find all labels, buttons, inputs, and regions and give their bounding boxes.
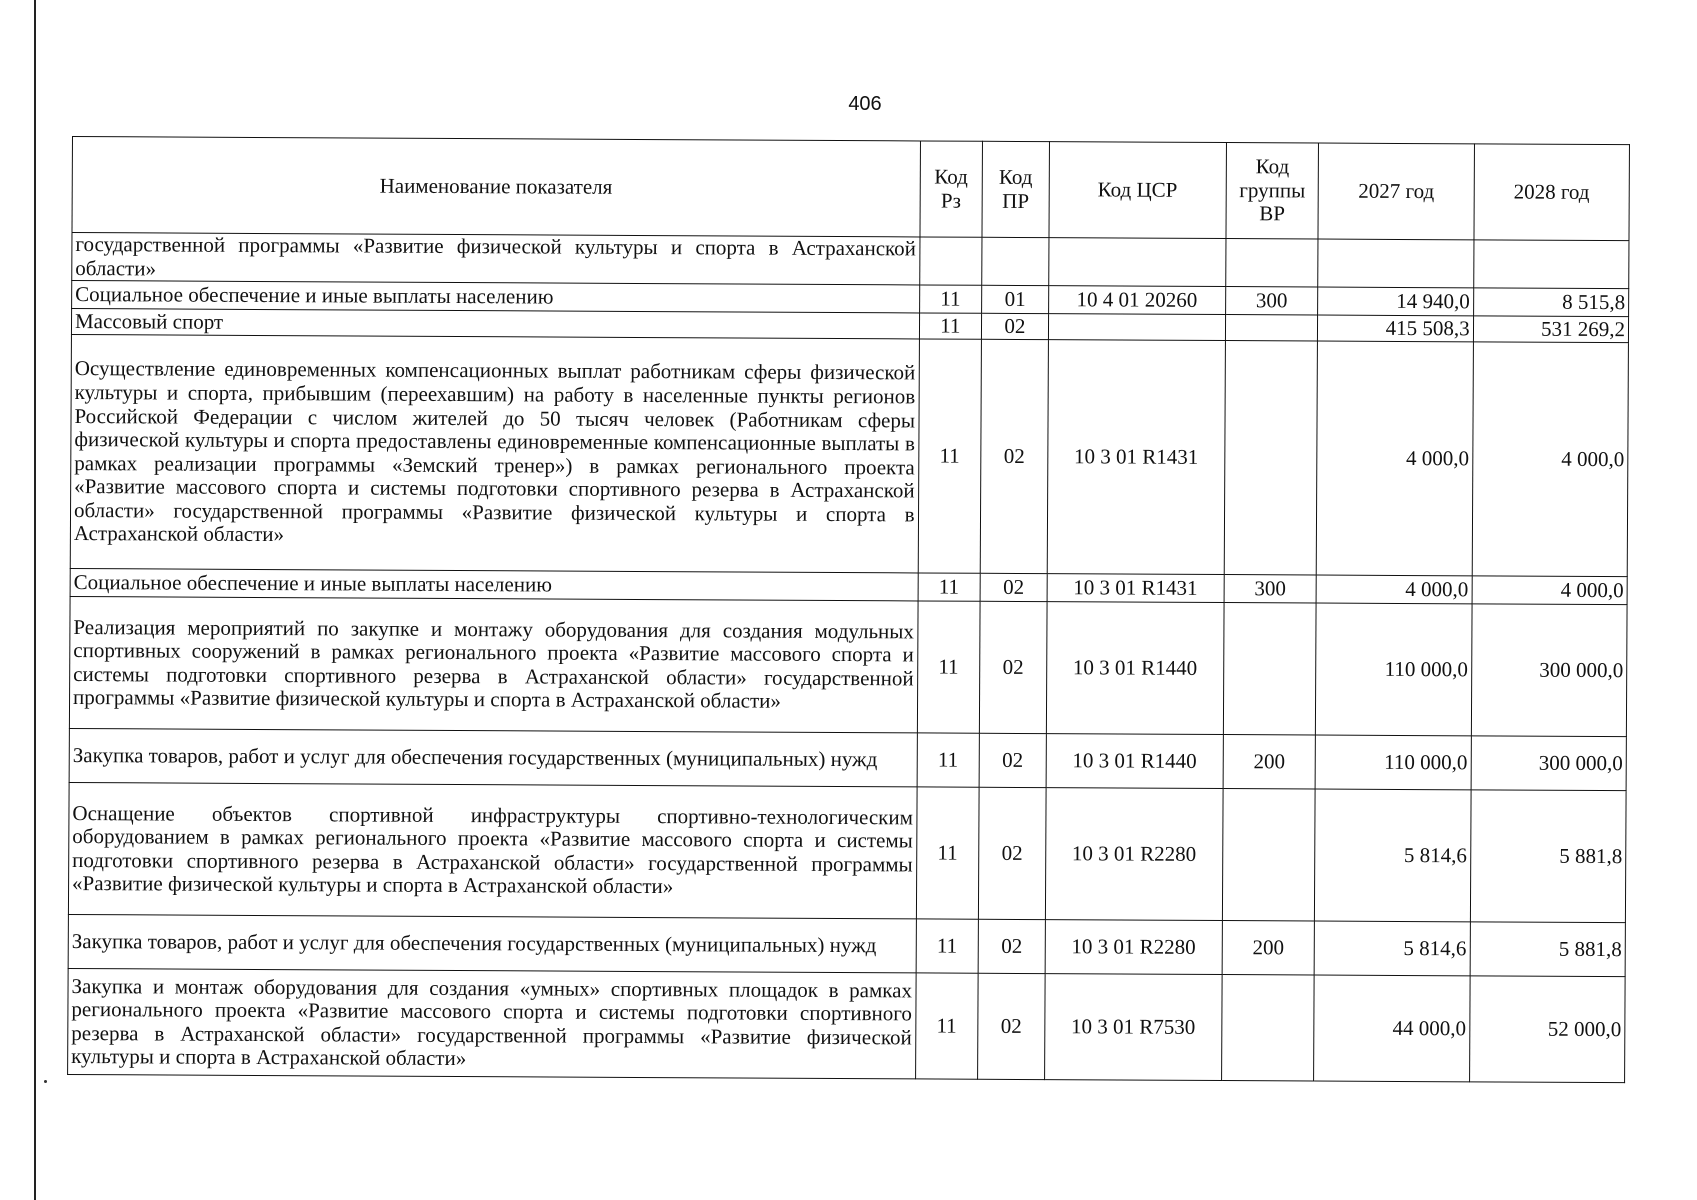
row-2028: 52 000,0	[1469, 976, 1625, 1083]
row-csr	[1048, 314, 1225, 341]
row-2027: 4 000,0	[1316, 575, 1471, 604]
table-row	[69, 597, 1627, 737]
table-row	[72, 233, 1629, 289]
row-name: Реализация мероприятий по закупке и монтажу оборудования для создания модульных спортивных сооружений в рамках регионального проекта «Развитие массового спорта и системы подготовки спортивного резерва в Астраханской области» государственной программы «Развитие физической культуры и спорта в Астраханской области»	[69, 597, 917, 733]
row-2027	[1318, 239, 1474, 288]
row-2028	[1473, 240, 1629, 289]
row-rz: 11	[915, 973, 978, 1079]
row-rz: 11	[919, 285, 982, 313]
row-2027: 5 814,6	[1315, 789, 1471, 922]
row-2027: 14 940,0	[1318, 287, 1473, 316]
row-pr: 02	[981, 313, 1048, 339]
row-vr	[1223, 603, 1316, 735]
row-2028: 5 881,8	[1470, 790, 1626, 923]
row-pr: 01	[982, 285, 1049, 313]
table-row	[68, 969, 1626, 1083]
row-pr: 02	[979, 733, 1046, 787]
budget-table	[67, 136, 1630, 1083]
row-csr: 10 3 01 R2280	[1045, 788, 1223, 921]
row-csr: 10 3 01 R2280	[1045, 920, 1222, 975]
row-csr: 10 3 01 R1440	[1046, 602, 1224, 735]
row-2027: 110 000,0	[1316, 603, 1472, 736]
row-2028: 8 515,8	[1473, 288, 1628, 317]
row-vr	[1224, 341, 1318, 575]
row-2028: 300 000,0	[1471, 604, 1627, 737]
row-rz: 11	[916, 919, 979, 973]
row-rz: 11	[917, 601, 980, 733]
row-name: Оснащение объектов спортивной инфраструктуры спортивно-технологическим оборудованием в рамках регионального проекта «Развитие массового спорта и системы подготовки спортивного резерва в Астраханской области» государственной программы «Развитие физической культуры и спорта в Астраханской области»	[68, 783, 916, 919]
row-2028: 531 269,2	[1473, 316, 1628, 343]
row-vr	[1225, 239, 1318, 288]
row-pr: 02	[980, 339, 1048, 573]
row-csr: 10 3 01 R1431	[1047, 574, 1224, 603]
row-csr: 10 3 01 R1431	[1047, 340, 1225, 575]
row-pr: 02	[979, 601, 1047, 733]
header-csr: Код ЦСР	[1049, 142, 1226, 239]
table-header-row	[72, 137, 1629, 241]
row-2027: 110 000,0	[1316, 735, 1472, 790]
row-vr: 200	[1223, 735, 1316, 789]
row-rz: 11	[918, 573, 981, 601]
row-vr	[1222, 789, 1315, 921]
row-csr	[1049, 238, 1226, 287]
header-name: Наименование показателя	[72, 137, 920, 237]
row-2028: 5 881,8	[1470, 922, 1626, 977]
row-vr	[1225, 315, 1318, 341]
row-name: государственной программы «Развитие физической культуры и спорта в Астраханской области»	[72, 233, 920, 285]
table-row	[68, 783, 1626, 923]
row-name: Социальное обеспечение и иные выплаты населению	[70, 569, 918, 601]
row-rz: 11	[917, 733, 980, 787]
row-vr: 200	[1222, 921, 1315, 975]
row-pr: 02	[978, 787, 1046, 919]
row-pr	[982, 237, 1049, 285]
row-csr: 10 3 01 R1440	[1046, 734, 1223, 789]
row-2028: 4 000,0	[1472, 576, 1627, 605]
row-rz	[919, 237, 982, 285]
row-rz: 11	[918, 339, 982, 573]
row-csr: 10 3 01 R7530	[1044, 974, 1221, 1081]
scan-speck	[44, 1080, 47, 1083]
row-name: Закупка товаров, работ и услуг для обеспечения государственных (муниципальных) нужд	[68, 915, 916, 973]
table-row	[69, 729, 1626, 791]
row-name: Закупка товаров, работ и услуг для обеспечения государственных (муниципальных) нужд	[69, 729, 917, 787]
row-name: Закупка и монтаж оборудования для создания «умных» спортивных площадок в рамках регионального проекта «Развитие массового спорта и системы подготовки спортивного резерва в Астраханской области» государственной программы «Развитие физической культуры и спорта в Астраханской области»	[68, 969, 916, 1079]
row-pr: 02	[978, 973, 1045, 1079]
scan-edge-line	[34, 0, 36, 1200]
row-csr: 10 4 01 20260	[1048, 286, 1225, 315]
header-2027: 2027 год	[1318, 143, 1474, 240]
header-2028: 2028 год	[1474, 144, 1630, 241]
row-2027: 5 814,6	[1315, 921, 1471, 976]
row-2027: 4 000,0	[1317, 341, 1473, 576]
row-2027: 44 000,0	[1314, 975, 1470, 1082]
header-pr: Код ПР	[982, 141, 1049, 237]
row-name: Массовый спорт	[71, 309, 919, 339]
row-vr	[1221, 975, 1314, 1081]
row-rz: 11	[916, 787, 979, 919]
row-2028: 300 000,0	[1471, 736, 1627, 791]
row-vr: 300	[1225, 287, 1318, 315]
row-2027: 415 508,3	[1318, 315, 1473, 342]
row-name: Социальное обеспечение и иные выплаты населению	[72, 281, 920, 313]
row-2028: 4 000,0	[1472, 342, 1629, 577]
row-pr: 02	[978, 919, 1045, 973]
header-rz: Код Рз	[919, 141, 982, 237]
header-vr: Код группы ВР	[1226, 143, 1319, 239]
row-name: Осуществление единовременных компенсационных выплат работникам сферы физической культуры и спорта, прибывшим (переехавшим) на работу в населенные пункты регионов Российской Федерации с числом жителей до 50 тысяч человек (Работникам сферы физической культуры и спорта предоставлены единовременные компенсационные выплаты в рамках реализации программы «Земский тренер») в рамках регионального проекта «Развитие массового спорта и системы подготовки спортивного резерва в Астраханской области» государственной программы «Развитие физической культуры и спорта в Астраханской области»	[70, 335, 919, 573]
table-row	[70, 335, 1628, 577]
row-vr: 300	[1224, 575, 1317, 603]
row-rz: 11	[919, 313, 982, 339]
table-row	[68, 915, 1625, 977]
row-pr: 02	[980, 573, 1047, 601]
page-number: 406	[848, 93, 882, 115]
